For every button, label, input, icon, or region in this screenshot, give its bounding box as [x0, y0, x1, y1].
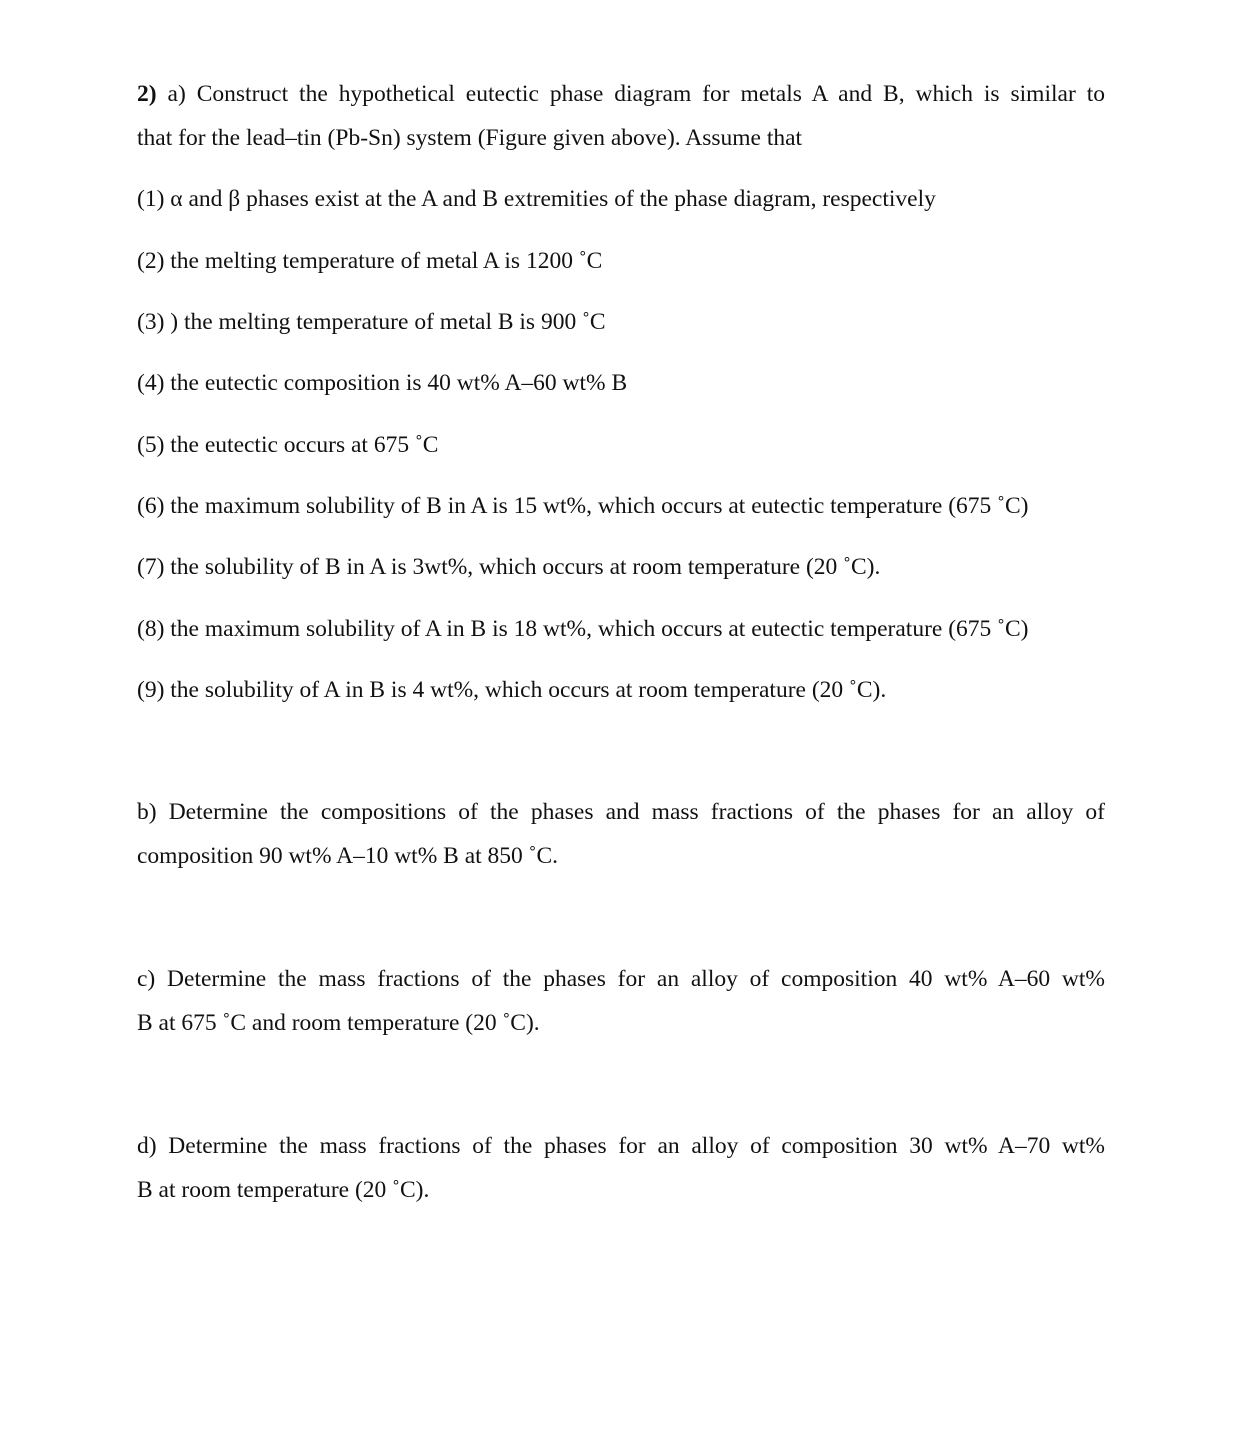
- part-c-line-2: B at 675 ˚C and room temperature (20 ˚C).: [137, 1010, 540, 1036]
- part-d-line-2: B at room temperature (20 ˚C).: [137, 1177, 430, 1203]
- assumption-2: (2) the melting temperature of metal A is 1200 ˚C: [137, 248, 603, 274]
- question-number: 2): [137, 81, 157, 107]
- assumption-4: (4) the eutectic composition is 40 wt% A–60 wt% B: [137, 370, 628, 396]
- part-c-line-1: c) Determine the mass fractions of the phases for an alloy of composition 40 wt% A–60 wt%: [137, 966, 1105, 992]
- assumption-7: (7) the solubility of B in A is 3wt%, which occurs at room temperature (20 ˚C).: [137, 554, 881, 580]
- assumption-3: (3) ) the melting temperature of metal B is 900 ˚C: [137, 309, 606, 335]
- assumption-9: (9) the solubility of A in B is 4 wt%, which occurs at room temperature (20 ˚C).: [137, 677, 887, 703]
- assumption-8: (8) the maximum solubility of A in B is 18 wt%, which occurs at eutectic temperature (675 ˚C): [137, 616, 1029, 642]
- assumption-1: (1) α and β phases exist at the A and B extremities of the phase diagram, respectively: [137, 186, 936, 212]
- assumption-5: (5) the eutectic occurs at 675 ˚C: [137, 432, 439, 458]
- part-a-intro-line-2: that for the lead–tin (Pb-Sn) system (Figure given above). Assume that: [137, 125, 803, 151]
- assumption-6: (6) the maximum solubility of B in A is 15 wt%, which occurs at eutectic temperature (675 ˚C): [137, 493, 1029, 519]
- part-b-line-1: b) Determine the compositions of the phases and mass fractions of the phases for an alloy of: [137, 799, 1105, 825]
- part-a-intro-line-1: [137, 79, 1105, 109]
- part-a-intro-text: a) Construct the hypothetical eutectic phase diagram for metals A and B, which is similar to: [167, 81, 1106, 107]
- part-b-line-2: composition 90 wt% A–10 wt% B at 850 ˚C.: [137, 843, 559, 869]
- part-d-line-1: d) Determine the mass fractions of the phases for an alloy of composition 30 wt% A–70 wt%: [137, 1133, 1105, 1159]
